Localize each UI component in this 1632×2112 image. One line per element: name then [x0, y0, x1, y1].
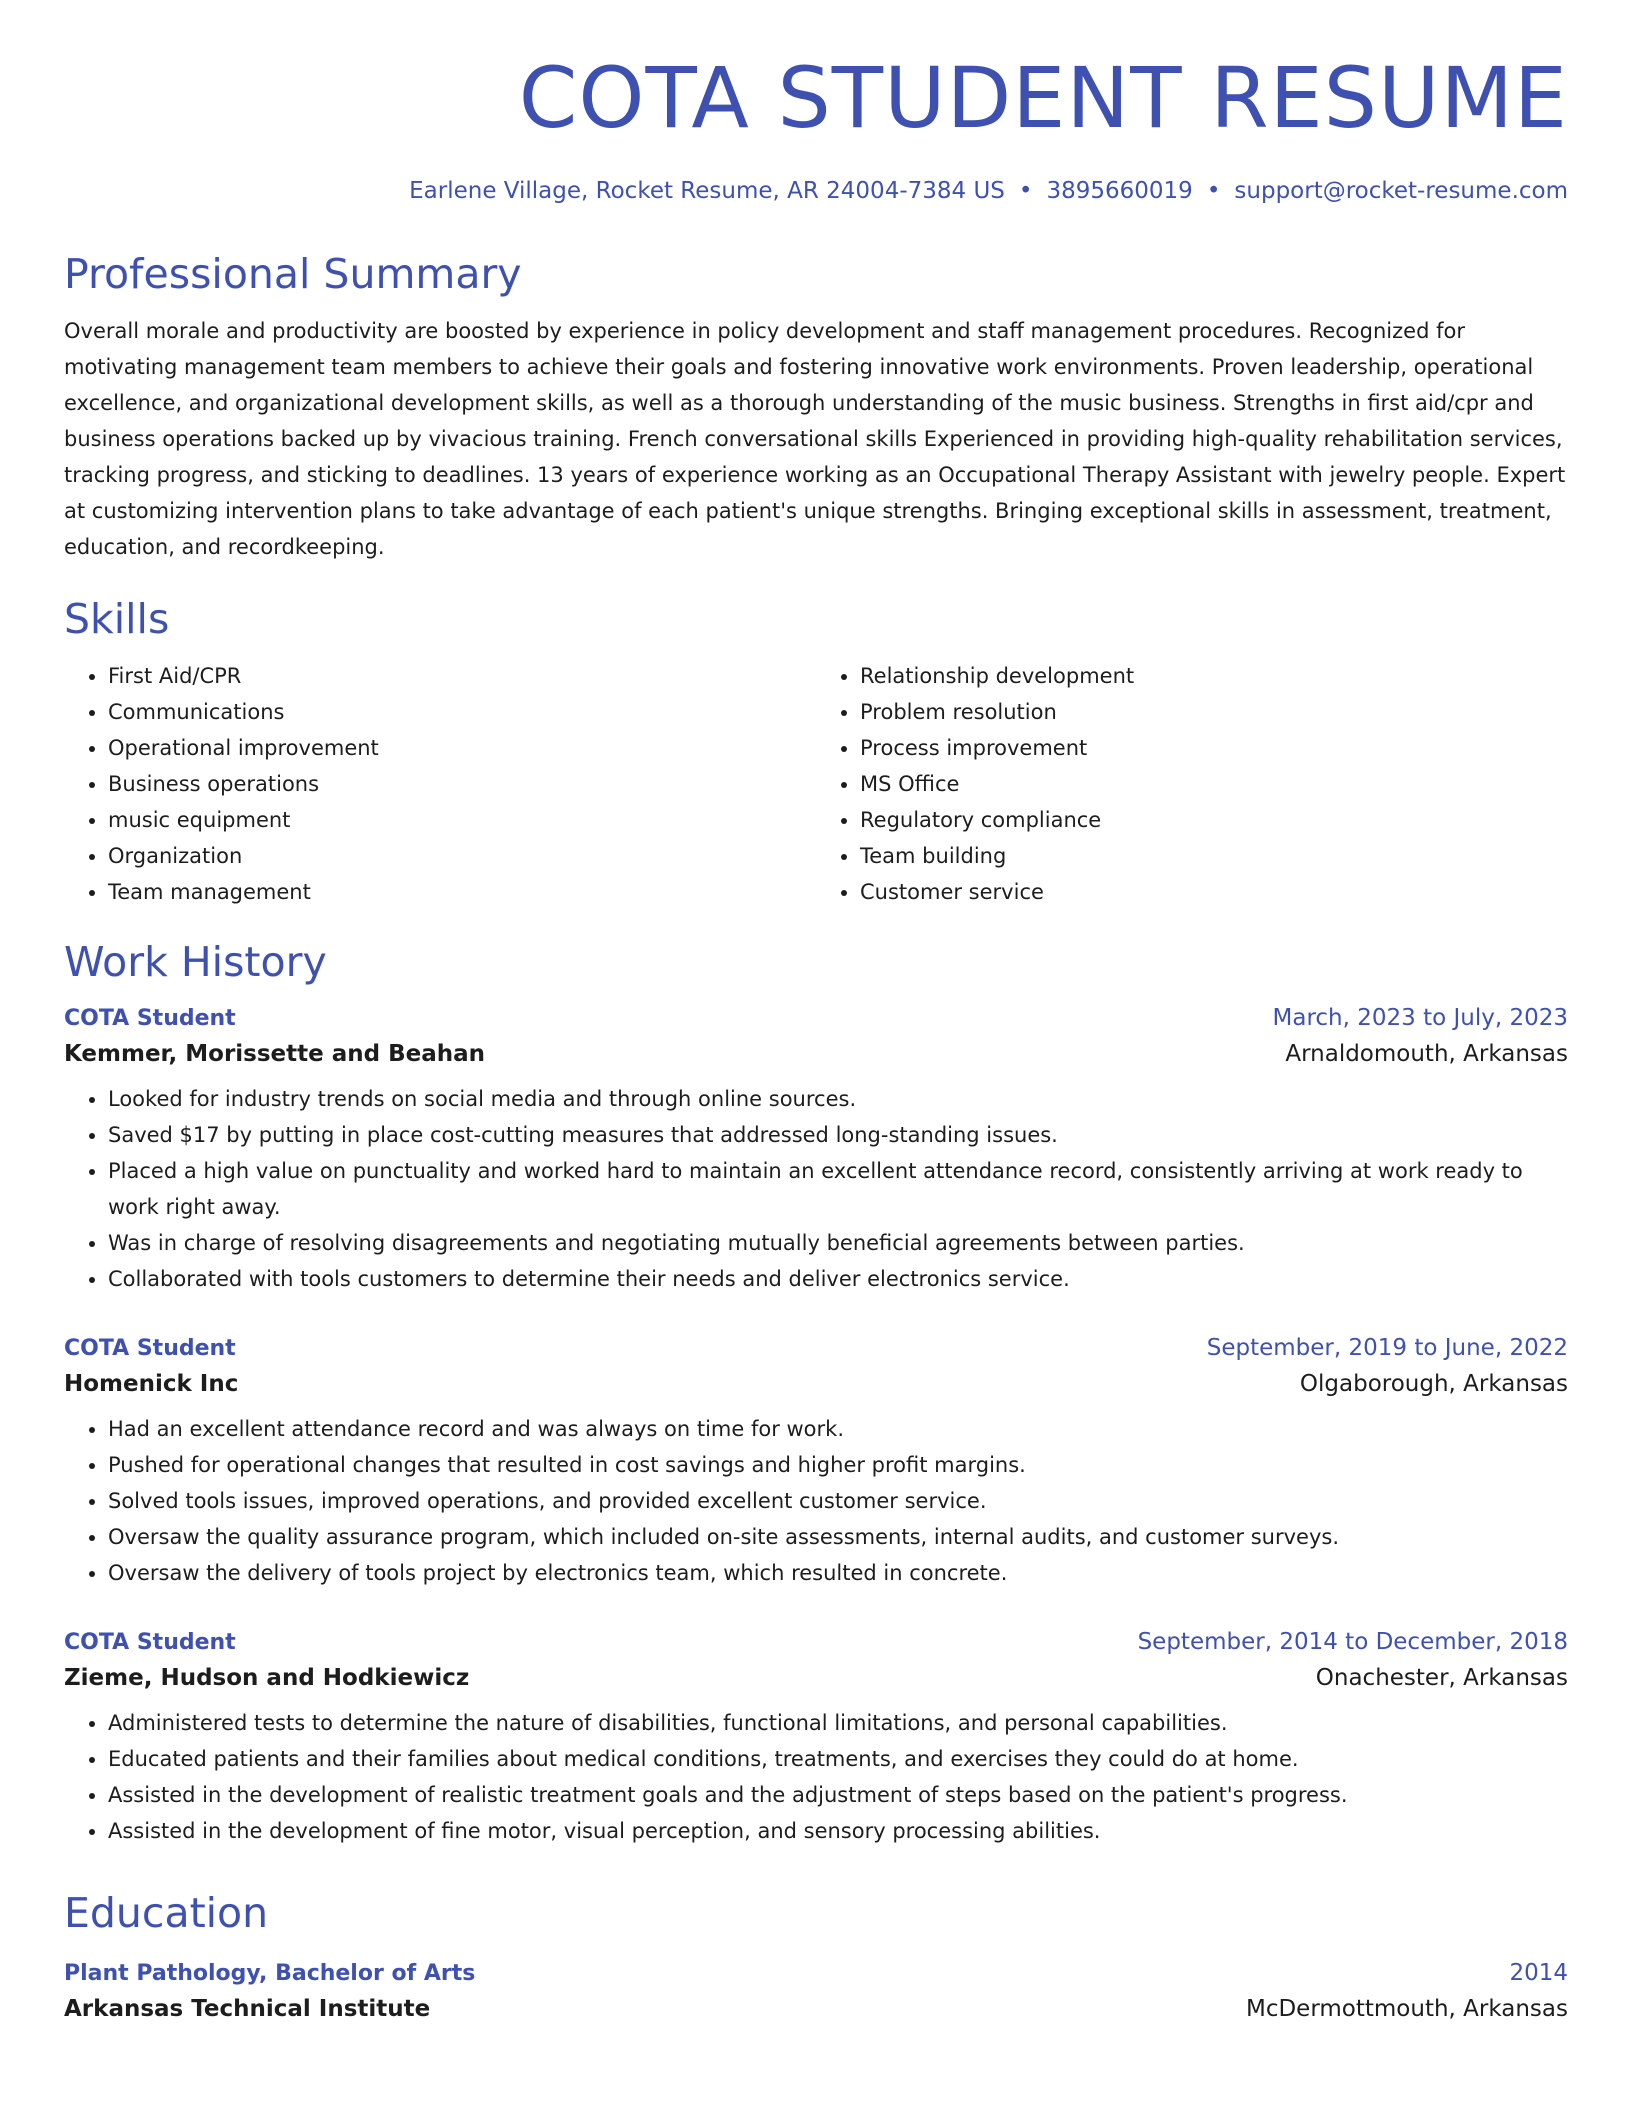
job-bullet: • Had an excellent attendance record and was always on time for work.	[108, 1411, 1568, 1447]
job-location: Olgaborough, Arkansas	[1299, 1371, 1568, 1398]
job-dates: September, 2019 to June, 2022	[1206, 1335, 1568, 1362]
skill-item: • Regulatory compliance	[860, 802, 1568, 838]
skill-item: • Problem resolution	[860, 694, 1568, 730]
job-dates: September, 2014 to December, 2018	[1137, 1629, 1568, 1656]
skills-left-list	[64, 658, 816, 910]
job-bullet: • Looked for industry trends on social media and through online sources.	[108, 1081, 1568, 1117]
job-bullets	[64, 1081, 1568, 1297]
job-bullet: • Collaborated with tools customers to determine their needs and deliver electronics service.	[108, 1261, 1568, 1297]
job-entry	[64, 1335, 1568, 1591]
job-entry	[64, 1629, 1568, 1849]
education-year: 2014	[1509, 1960, 1568, 1987]
job-bullet: • Saved $17 by putting in place cost-cutting measures that addressed long-standing issues.	[108, 1117, 1568, 1153]
job-bullet: • Oversaw the delivery of tools project by electronics team, which resulted in concrete.	[108, 1555, 1568, 1591]
job-bullet: • Placed a high value on punctuality and worked hard to maintain an excellent attendance record, consistently arriving at work ready to work right away.	[108, 1153, 1568, 1225]
education-location: McDermottmouth, Arkansas	[1245, 1996, 1568, 2023]
job-dates: March, 2023 to July, 2023	[1272, 1005, 1568, 1032]
job-header-row	[64, 1005, 1568, 1031]
skill-item: • Operational improvement	[108, 730, 816, 766]
skill-item: • MS Office	[860, 766, 1568, 802]
skill-item: • Business operations	[108, 766, 816, 802]
work-history-heading: Work History	[64, 937, 327, 986]
job-bullet: • Pushed for operational changes that resulted in cost savings and higher profit margins.	[108, 1447, 1568, 1483]
skill-item: • Process improvement	[860, 730, 1568, 766]
skills-section	[64, 595, 1568, 910]
job-entry	[64, 1005, 1568, 1297]
skill-item: • Customer service	[860, 874, 1568, 910]
job-location: Arnaldomouth, Arkansas	[1285, 1041, 1568, 1068]
job-bullet: • Oversaw the quality assurance program, which included on-site assessments, internal audits, and customer surveys.	[108, 1519, 1568, 1555]
job-bullet: • Was in charge of resolving disagreements and negotiating mutually beneficial agreements between parties.	[108, 1225, 1568, 1261]
skill-item: • Communications	[108, 694, 816, 730]
education-header-row	[64, 1960, 1568, 1986]
skill-item: • Relationship development	[860, 658, 1568, 694]
skill-item: • Team building	[860, 838, 1568, 874]
job-role: COTA Student	[64, 1336, 236, 1362]
contact-separator: •	[1206, 178, 1221, 204]
skill-item: • Organization	[108, 838, 816, 874]
job-location: Onachester, Arkansas	[1315, 1665, 1568, 1692]
job-bullet: • Assisted in the development of fine motor, visual perception, and sensory processing abilities.	[108, 1813, 1568, 1849]
skill-item: • music equipment	[108, 802, 816, 838]
education-school-row	[64, 1996, 1568, 2022]
education-school: Arkansas Technical Institute	[64, 1996, 431, 2023]
skills-right-list	[816, 658, 1568, 910]
skills-heading: Skills	[64, 594, 170, 643]
job-bullet: • Solved tools issues, improved operations, and provided excellent customer service.	[108, 1483, 1568, 1519]
work-history-section	[64, 938, 1568, 1849]
job-company-row	[64, 1665, 1568, 1691]
job-company: Zieme, Hudson and Hodkiewicz	[64, 1665, 470, 1692]
contact-separator: •	[1018, 178, 1033, 204]
skill-item: • First Aid/CPR	[108, 658, 816, 694]
job-bullet: • Administered tests to determine the nature of disabilities, functional limitations, and personal capabilities.	[108, 1705, 1568, 1741]
contact-line	[64, 178, 1568, 206]
summary-heading: Professional Summary	[64, 249, 522, 298]
contact-address: Earlene Village, Rocket Resume, AR 24004-7384 US	[409, 178, 1005, 204]
job-header-row	[64, 1335, 1568, 1361]
summary-section	[64, 250, 1568, 565]
job-bullets	[64, 1411, 1568, 1591]
skills-columns	[64, 658, 1568, 910]
education-heading: Education	[64, 1889, 269, 1938]
job-role: COTA Student	[64, 1630, 236, 1656]
job-bullet: • Assisted in the development of realistic treatment goals and the adjustment of steps based on the patient's progress.	[108, 1777, 1568, 1813]
job-bullet: • Educated patients and their families about medical conditions, treatments, and exercises they could do at home.	[108, 1741, 1568, 1777]
job-company-row	[64, 1041, 1568, 1067]
job-bullets	[64, 1705, 1568, 1849]
skill-item: • Team management	[108, 874, 816, 910]
summary-text: Overall morale and productivity are boosted by experience in policy development and staff management procedures. Recognized for motivating management team members to achieve their goals and fostering innovative work environments. Proven leadership, operational excellence, and organizational development skills, as well as a thorough understanding of the music business. Strengths in first aid/cpr and business operations backed up by vivacious training. French conversational skills Experienced in providing high-quality rehabilitation services, tracking progress, and sticking to deadlines. 13 years of experience working as an Occupational Therapy Assistant with jewelry people. Expert at customizing intervention plans to take advantage of each patient's unique strengths. Bringing exceptional skills in assessment, treatment, education, and recordkeeping.	[64, 318, 1566, 559]
contact-email: support@rocket-resume.com	[1234, 178, 1568, 204]
resume-title: COTA STUDENT RESUME	[518, 49, 1568, 147]
job-company: Kemmer, Morissette and Beahan	[64, 1041, 486, 1068]
education-degree: Plant Pathology, Bachelor of Arts	[64, 1961, 476, 1987]
job-company: Homenick Inc	[64, 1371, 239, 1398]
education-section	[64, 1889, 1568, 2022]
job-company-row	[64, 1371, 1568, 1397]
job-header-row	[64, 1629, 1568, 1655]
education-entry	[64, 1960, 1568, 2022]
contact-phone: 3895660019	[1046, 178, 1193, 204]
job-role: COTA Student	[64, 1006, 236, 1032]
